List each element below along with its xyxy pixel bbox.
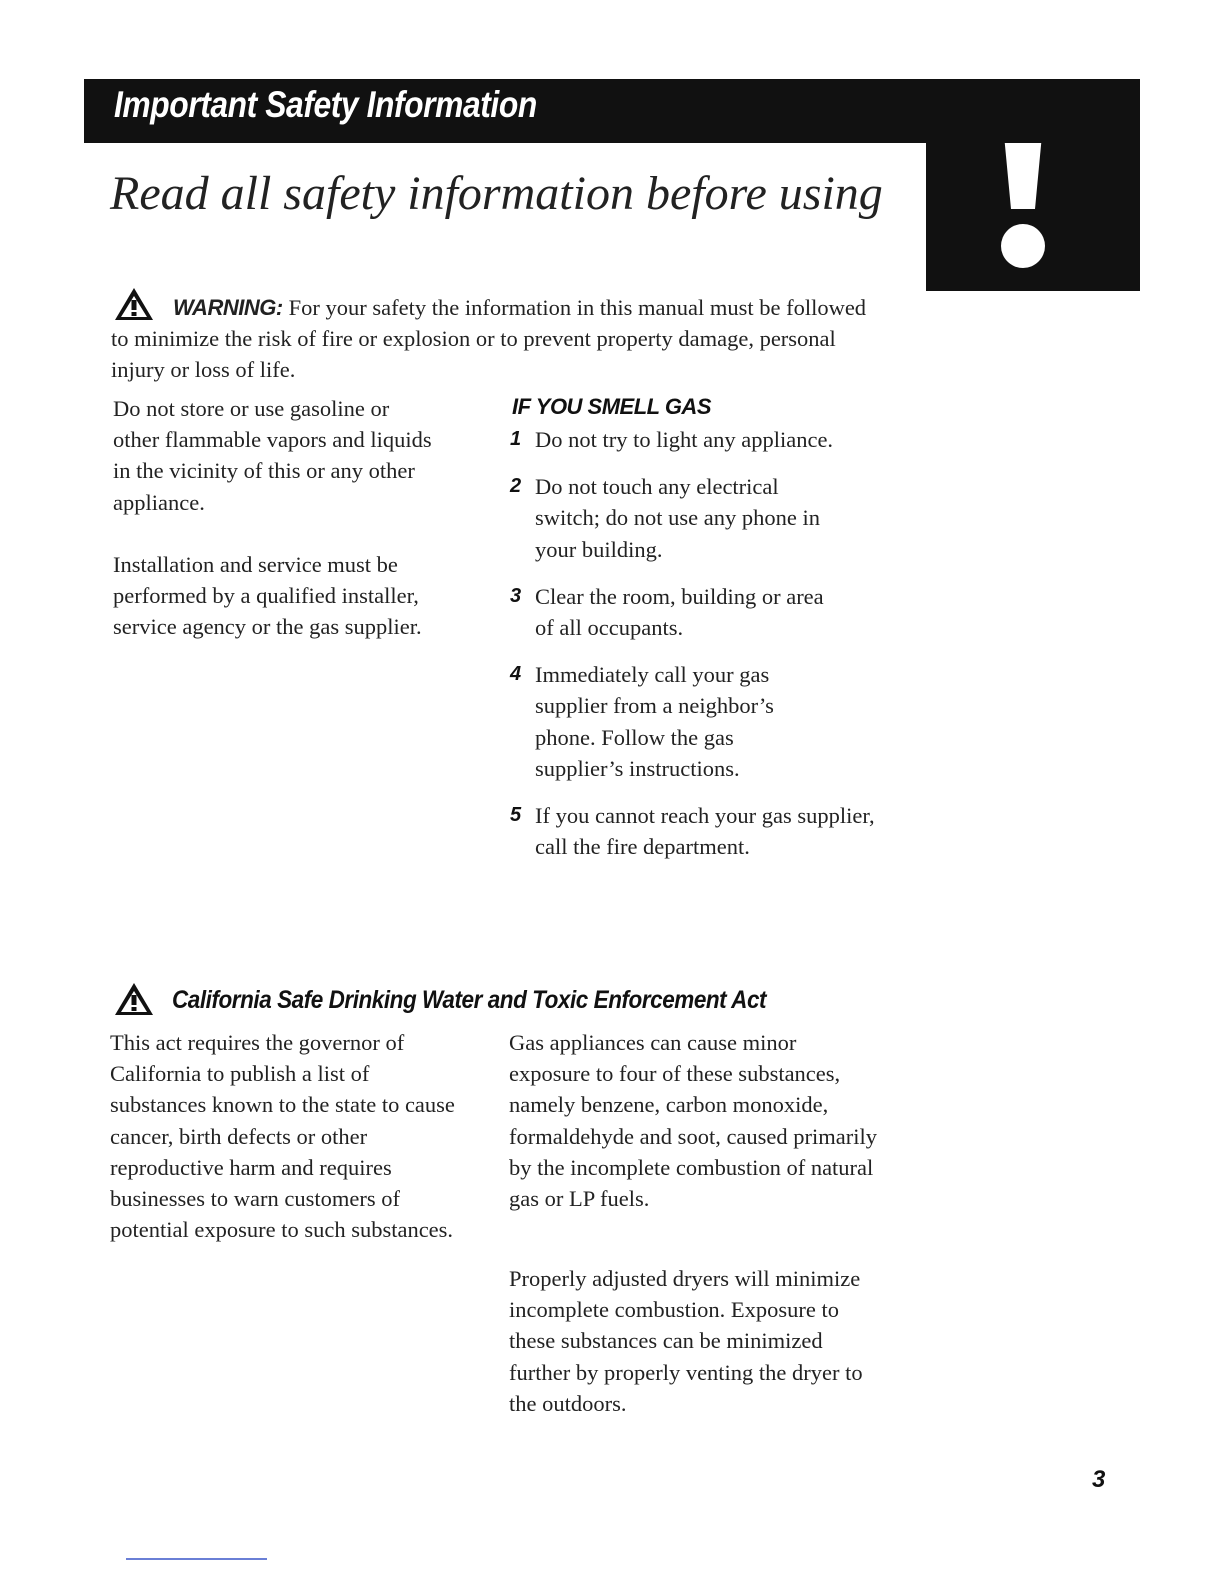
step-item	[510, 581, 915, 643]
step-text: Do not touch any electrical switch; do not use any phone in your building.	[535, 474, 820, 562]
footer-rule	[126, 1558, 267, 1560]
gasoline-paragraph: Do not store or use gasoline or other flammable vapors and liquids in the vicinity of this or any other appliance.	[113, 396, 432, 515]
step-item	[510, 471, 915, 565]
step-number: 4	[510, 663, 522, 686]
warning-paragraph	[111, 292, 871, 386]
step-text: Clear the room, building or area of all occupants.	[535, 583, 824, 641]
step-item	[510, 659, 915, 784]
california-heading: California Safe Drinking Water and Toxic Enforcement Act	[172, 986, 767, 1014]
installation-paragraph: Installation and service must be performed by a qualified installer, service agency or the gas supplier.	[113, 552, 422, 640]
page-subtitle: Read all safety information before using	[110, 167, 883, 220]
california-act-paragraph: This act requires the governor of California to publish a list of substances known to the state to cause cancer, birth defects or other reproductive harm and requires businesses to warn customers of potential exposure to such substances.	[110, 1030, 455, 1243]
step-number: 3	[510, 584, 522, 607]
alert-box	[926, 143, 1140, 291]
exclamation-icon	[926, 143, 1140, 291]
step-item	[510, 800, 915, 862]
dryer-venting-paragraph: Properly adjusted dryers will minimize incomplete combustion. Exposure to these substances can be minimized further by properly venting the dryer to the outdoors.	[509, 1266, 863, 1416]
step-text: If you cannot reach your gas supplier, call the fire department.	[535, 803, 875, 860]
step-number: 2	[510, 475, 522, 498]
step-number: 1	[510, 428, 522, 450]
smell-gas-heading: IF YOU SMELL GAS	[512, 394, 711, 419]
warning-text: For your safety the information in this manual must be followed to minimize the risk of fire or explosion or to prevent property damage, personal injury or loss of life.	[111, 295, 867, 383]
warning-triangle-icon	[114, 982, 154, 1016]
step-item	[510, 424, 915, 455]
step-number: 5	[510, 804, 522, 827]
step-text: Immediately call your gas supplier from a neighbor’s phone. Follow the gas supplier’s instructions.	[535, 662, 774, 781]
smell-gas-steps	[510, 424, 915, 878]
gas-exposure-paragraph: Gas appliances can cause minor exposure to four of these substances, namely benzene, carbon monoxide, formaldehyde and soot, caused primarily by the incomplete combustion of natural gas or LP fuels.	[509, 1030, 878, 1212]
warning-label: WARNING:	[173, 295, 283, 320]
page-number: 3	[1092, 1466, 1106, 1493]
step-text: Do not try to light any appliance.	[535, 427, 834, 452]
page-title: Important Safety Information	[114, 84, 537, 125]
